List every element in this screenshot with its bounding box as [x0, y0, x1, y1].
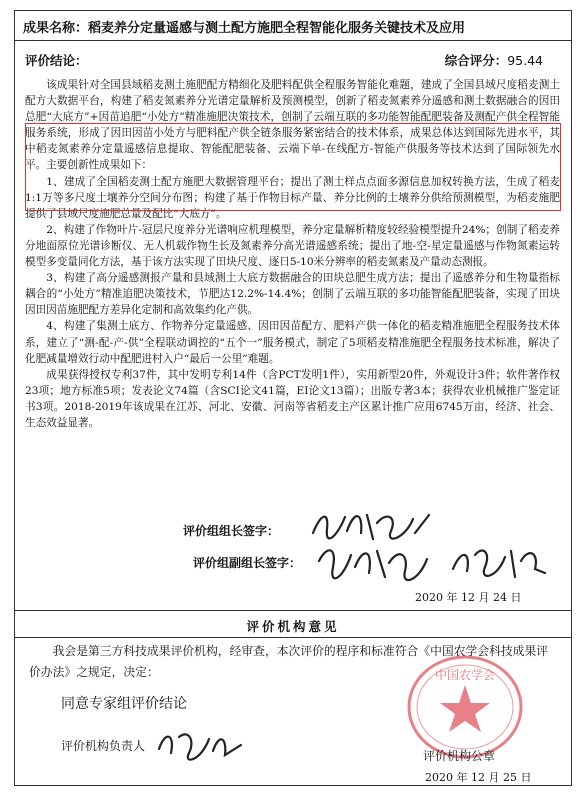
- summary-paragraph: 该成果针对全国县域稻麦测土施肥配方精细化及肥料配供全程服务智能化难题，建成了全国县域尺度稻麦测土配方大数据平台，构建了稻麦氮素养分光谱定量解析及预测模型，创新了稻麦氮素养分遥感和测土数据融合的因田总肥“大底方”+因苗追肥“小处方”精准施肥决策技术，创制了云端互联的多功能智能配肥装备及测配产供全程智能服务系统，形成了因田因苗小处方与肥料配产供全链条服务紧密结合的技术体系，成果总体达到国际先进水平，其中稻麦氮素养分定量遥感信息提取、智能配肥装备、云端下单-在线配方-智能产供服务等技术达到了国际领先水平。主要创新性成果如下：: [25, 79, 560, 172]
- innovation-item-4: 4、构建了集测土底方、作物养分定量遥感、因田因苗配方、肥料产供一体化的稻麦精准施肥全程服务技术体系，建立了“测-配-产-供”全程联动调控的“五个一”服务模式，制定了5项稻麦精准施肥全程服务技术标准，解决了化肥减量增效行动中配肥进村入户“最后一公里”难题。: [25, 320, 560, 365]
- score-label: 综合评分：: [444, 53, 508, 68]
- deputy-signatures: [315, 537, 551, 587]
- seal-text: 中国农学会: [434, 668, 496, 682]
- section-divider: [15, 637, 571, 638]
- institution-section-title: 评价机构意见: [246, 619, 340, 634]
- highlight-box: [25, 123, 561, 211]
- evaluation-heading: 评价结论：: [25, 53, 88, 68]
- section-divider: [15, 610, 571, 611]
- achievement-title: 稻麦养分定量遥感与测土配方施肥全程智能化服务关键技术及应用: [88, 21, 466, 36]
- innovation-item-1: 1、建成了全国稻麦测土配方施肥大数据管理平台；提出了测土样点点面多源信息加权转换方法，生成了稻麦1:1万等多尺度土壤养分空间分布图；构建了基于作物目标产量、养分比例的土壤养分供给预测模型，为稻麦施肥提供了县域尺度施肥总量及配比“大底方”。: [25, 175, 560, 220]
- innovation-item-2: 2、构建了作物叶片-冠层尺度养分光谱响应机理模型，养分定量解析精度较经验模型提升24%；创制了稻麦养分地面原位光谱诊断仪、无人机载作物生长及氮素养分高光谱遥感系统；提出了地-空-星定量遥感与作物氮素运转模型多变量同化方法，基于该方法实现了田块尺度、逐日5-10米分辨率的稻麦氮素及产量动态测报。: [25, 223, 560, 269]
- declaration-text: 我会是第三方科技成果评价机构，经审查，本次评价的程序和标准符合《中国农学会科技成果评价办法》之规定，决定：: [29, 644, 549, 679]
- evaluation-date: 2020 年 12 月 24 日: [415, 591, 522, 604]
- score-value: 95.44: [507, 53, 543, 68]
- evaluation-form: [14, 10, 572, 786]
- institution-head-label: 评价机构负责人: [61, 739, 146, 753]
- achievement-name-label: 成果名称：: [23, 21, 89, 36]
- institution-date: 2020 年 12 月 25 日: [425, 771, 532, 784]
- innovation-item-3: 3、构建了高分遥感测报产量和县域测土大底方数据融合的田块总肥生成方法；提出了遥感养分和生物量指标耦合的“小处方”精准追肥决策技术，节肥达12.2%-14.4%；创制了云端互联的多功能智能配肥装备，实现了田块因田因苗施肥配方差异化定制和高效集约化产供。: [25, 272, 560, 317]
- outcomes-paragraph: 成果获得授权专利37件，其中发明专利14件（含PCT发明1件），实用新型20件，外观设计3件；软件著作权23项；地方标准5项；发表论文74篇（含SCI论文41篇，EI论文13篇）；出版专著3本；获得农业机械推广鉴定证书3项。2018-2019年该成果在江苏、河北、安徽、河南等省稻麦主产区累计推广应用6745万亩，经济、社会、生态效益显著。: [25, 368, 560, 429]
- overall-score: [445, 51, 543, 69]
- deputy-signature-label: 评价组副组长签字：: [193, 556, 302, 570]
- institution-head-signature: [153, 723, 249, 763]
- achievement-name-row: [15, 11, 571, 41]
- institution-seal-label: 评价机构公章: [423, 749, 496, 763]
- decision-text: 同意专家组评价结论: [61, 696, 187, 712]
- leader-signature-label: 评价组组长签字：: [183, 524, 280, 538]
